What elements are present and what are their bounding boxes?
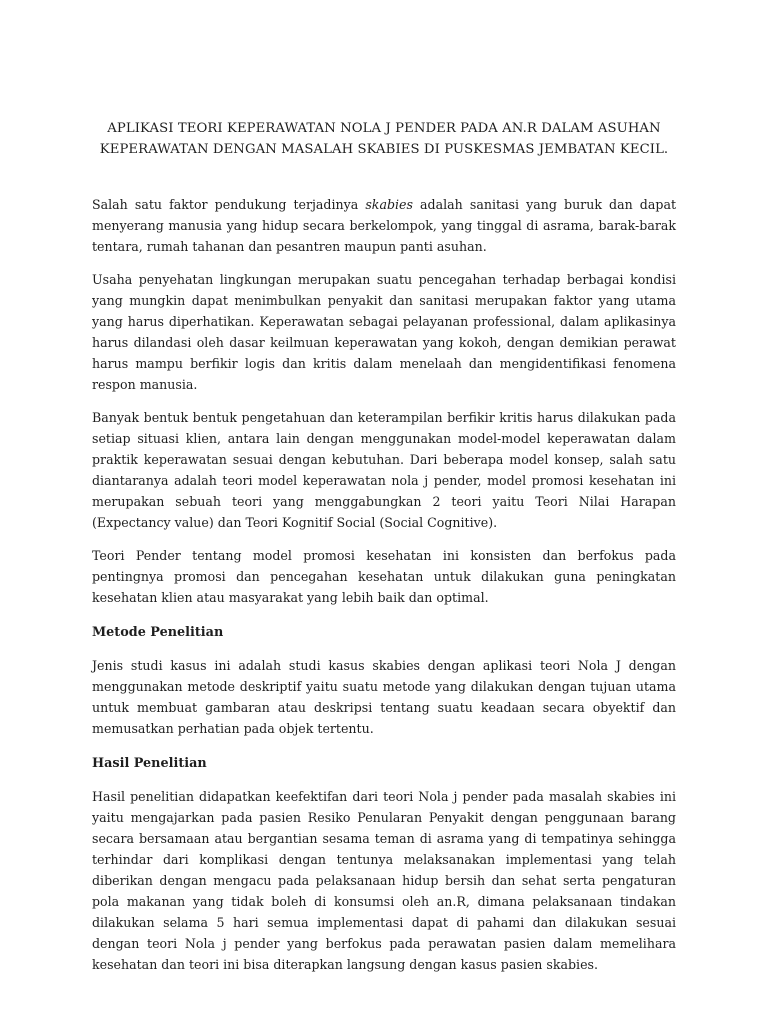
metode-heading: Metode Penelitian [92, 625, 224, 640]
metode-paragraph: Jenis studi kasus ini adalah studi kasus skabies dengan aplikasi teori Nola J dengan menggunakan metode deskriptif yaitu suatu metode yang dilakukan dengan tujuan utama untuk membuat gambaran atau deskripsi tentang suatu keadaan secara obyektif dan memusatkan perhatian pada objek tertentu. [92, 658, 676, 736]
document-title: APLIKASI TEORI KEPERAWATAN NOLA J PENDER PADA AN.R DALAM ASUHAN KEPERAWATAN DENGAN MASALAH SKABIES DI PUSKESMAS JEMBATAN KECIL. [99, 121, 669, 157]
hasil-paragraph: Hasil penelitian didapatkan keefektifan dari teori Nola j pender pada masalah skabies ini yaitu mengajarkan pada pasien Resiko Penularan Penyakit dengan penggunaan barang secara bersamaan atau bergantian sesama teman di asrama yang di tempatinya sehingga terhindar dari komplikasi dengan tentunya melaksanakan implementasi yang telah diberikan dengan mengacu pada pelaksanaan hidup bersih dan sehat serta pengaturan pola makanan yang tidak boleh di konsumsi oleh an.R, dimana pelaksanaan tindakan dilakukan selama 5 hari semua implementasi dapat di pahami dan dilakukan sesuai dengan teori Nola j pender yang berfokus pada perawatan pasien dalam memelihara kesehatan dan teori ini bisa diterapkan langsung dengan kasus pasien skabies. [92, 789, 676, 972]
intro-paragraph-1-end: adalah sanitasi yang buruk dan dapat menyerang manusia yang hidup secara berkelompok, yang tinggal di asrama, barak-barak tentara, rumah tahanan dan pesantren maupun panti asuhan. [92, 197, 677, 254]
document-page [92, 118, 676, 987]
intro-paragraph-4: Teori Pender tentang model promosi kesehatan ini konsisten dan berfokus pada pentingnya promosi dan pencegahan kesehatan untuk dilakukan guna peningkatan kesehatan klien atau masyarakat yang lebih baik dan optimal. [92, 548, 676, 605]
intro-paragraph-3: Banyak bentuk bentuk pengetahuan dan keterampilan berfikir kritis harus dilakukan pada setiap situasi klien, antara lain dengan menggunakan model-model keperawatan dalam praktik keperawatan sesuai dengan kebutuhan. Dari beberapa model konsep, salah satu diantaranya adalah teori model keperawatan nola j pender, model promosi kesehatan ini merupakan sebuah teori yang menggabungkan 2 teori yaitu Teori Nilai Harapan (Expectancy value) dan Teori Kognitif Social (Social Cognitive). [92, 410, 676, 530]
intro-paragraph-1-start: Salah satu faktor pendukung terjadinya [92, 197, 366, 212]
skabies-italic-term: skabies [365, 197, 413, 212]
intro-paragraph-2: Usaha penyehatan lingkungan merupakan suatu pencegahan terhadap berbagai kondisi yang mungkin dapat menimbulkan penyakit dan sanitasi merupakan faktor yang utama yang harus diperhatikan. Keperawatan sebagai pelayanan professional, dalam aplikasinya harus dilandasi oleh dasar keilmuan keperawatan yang kokoh, dengan demikian perawat harus mampu berfikir logis dan kritis dalam menelaah dan mengidentifikasi fenomena respon manusia. [92, 272, 676, 392]
intro-paragraph-1 [92, 194, 676, 257]
hasil-heading: Hasil Penelitian [92, 756, 207, 771]
